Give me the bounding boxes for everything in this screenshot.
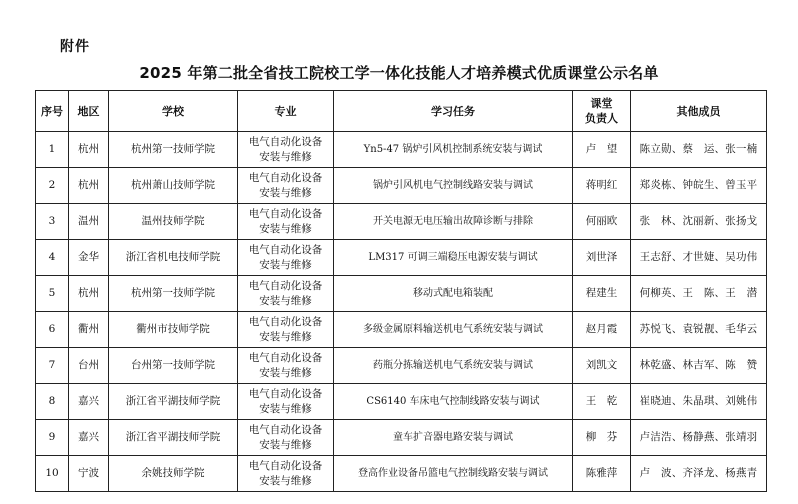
- cell-lead: 程建生: [573, 276, 631, 312]
- cell-lead: 柳 芬: [573, 420, 631, 456]
- cell-major: [238, 420, 334, 456]
- cell-major-line2: 安装与维修: [259, 402, 312, 415]
- cell-task: 登高作业设备吊篮电气控制线路安装与调试: [334, 456, 573, 492]
- cell-major-line2: 安装与维修: [259, 330, 312, 343]
- cell-task: Yn5-47 锅炉引风机控制系统安装与调试: [334, 132, 573, 168]
- cell-index: 8: [36, 384, 69, 420]
- cell-task: 移动式配电箱装配: [334, 276, 573, 312]
- cell-major-line1: 电气自动化设备: [248, 279, 323, 292]
- cell-members: 何柳英、王 陈、王 潜: [631, 276, 767, 312]
- cell-major: [238, 168, 334, 204]
- header-members: 其他成员: [631, 91, 767, 132]
- cell-task: 药瓶分拣输送机电气系统安装与调试: [334, 348, 573, 384]
- table-row: [36, 132, 767, 168]
- cell-region: 台州: [69, 348, 109, 384]
- cell-lead: 蒋明红: [573, 168, 631, 204]
- cell-lead: 赵月霞: [573, 312, 631, 348]
- cell-major-line1: 电气自动化设备: [248, 207, 323, 220]
- cell-region: 衢州: [69, 312, 109, 348]
- cell-major-line1: 电气自动化设备: [248, 459, 323, 472]
- cell-major-line1: 电气自动化设备: [248, 243, 323, 256]
- cell-region: 宁波: [69, 456, 109, 492]
- cell-members: 林乾盛、林吉军、陈 赞: [631, 348, 767, 384]
- header-task: 学习任务: [334, 91, 573, 132]
- cell-school: 台州第一技师学院: [109, 348, 238, 384]
- cell-index: 5: [36, 276, 69, 312]
- cell-index: 4: [36, 240, 69, 276]
- cell-lead: 何丽欧: [573, 204, 631, 240]
- cell-members: 张 林、沈丽新、张扬戈: [631, 204, 767, 240]
- cell-major: [238, 348, 334, 384]
- cell-region: 杭州: [69, 168, 109, 204]
- cell-major-line1: 电气自动化设备: [248, 315, 323, 328]
- cell-region: 金华: [69, 240, 109, 276]
- cell-school: 浙江省平湖技师学院: [109, 420, 238, 456]
- cell-index: 3: [36, 204, 69, 240]
- cell-lead: 刘世泽: [573, 240, 631, 276]
- table-row: [36, 420, 767, 456]
- table-row: [36, 276, 767, 312]
- cell-index: 10: [36, 456, 69, 492]
- cell-major: [238, 240, 334, 276]
- cell-lead: 陈雅萍: [573, 456, 631, 492]
- table-row: [36, 240, 767, 276]
- roster-table: [35, 90, 767, 492]
- cell-members: 陈立勋、蔡 运、张一楠: [631, 132, 767, 168]
- cell-region: 杭州: [69, 132, 109, 168]
- cell-school: 衢州市技师学院: [109, 312, 238, 348]
- cell-index: 6: [36, 312, 69, 348]
- cell-major-line1: 电气自动化设备: [248, 387, 323, 400]
- cell-members: 郑炎栋、钟皖生、曾玉平: [631, 168, 767, 204]
- cell-region: 嘉兴: [69, 384, 109, 420]
- attachment-label: 附件: [60, 39, 90, 55]
- cell-index: 7: [36, 348, 69, 384]
- cell-major-line2: 安装与维修: [259, 366, 312, 379]
- cell-task: 锅炉引风机电气控制线路安装与调试: [334, 168, 573, 204]
- cell-major-line1: 电气自动化设备: [248, 423, 323, 436]
- cell-members: 卢 波、齐泽龙、杨燕青: [631, 456, 767, 492]
- cell-lead: 卢 望: [573, 132, 631, 168]
- cell-major: [238, 276, 334, 312]
- header-index: 序号: [36, 91, 69, 132]
- cell-major: [238, 312, 334, 348]
- cell-major: [238, 456, 334, 492]
- header-lead: [573, 91, 631, 132]
- header-school: 学校: [109, 91, 238, 132]
- cell-school: 浙江省平湖技师学院: [109, 384, 238, 420]
- cell-major-line2: 安装与维修: [259, 186, 312, 199]
- header-lead-line2: 负责人: [585, 112, 618, 125]
- cell-school: 余姚技师学院: [109, 456, 238, 492]
- cell-region: 嘉兴: [69, 420, 109, 456]
- cell-task: 童车扩音器电路安装与调试: [334, 420, 573, 456]
- cell-members: 王志舒、才世婕、吴功伟: [631, 240, 767, 276]
- table-row: [36, 348, 767, 384]
- cell-major-line2: 安装与维修: [259, 258, 312, 271]
- cell-major: [238, 384, 334, 420]
- cell-task: CS6140 车床电气控制线路安装与调试: [334, 384, 573, 420]
- cell-region: 温州: [69, 204, 109, 240]
- cell-major: [238, 132, 334, 168]
- table-row: [36, 384, 767, 420]
- cell-major-line1: 电气自动化设备: [248, 135, 323, 148]
- cell-region: 杭州: [69, 276, 109, 312]
- document-title: 2025 年第二批全省技工院校工学一体化技能人才培养模式优质课堂公示名单: [139, 64, 659, 82]
- cell-school: 浙江省机电技师学院: [109, 240, 238, 276]
- cell-task: 开关电源无电压输出故障诊断与排除: [334, 204, 573, 240]
- cell-major-line2: 安装与维修: [259, 474, 312, 487]
- header-region: 地区: [69, 91, 109, 132]
- cell-major-line2: 安装与维修: [259, 294, 312, 307]
- table-row: [36, 312, 767, 348]
- cell-major-line1: 电气自动化设备: [248, 351, 323, 364]
- header-major: 专业: [238, 91, 334, 132]
- cell-school: 温州技师学院: [109, 204, 238, 240]
- header-lead-line1: 课堂: [590, 97, 613, 110]
- table-row: [36, 168, 767, 204]
- cell-lead: 王 乾: [573, 384, 631, 420]
- cell-lead: 刘凯文: [573, 348, 631, 384]
- table-row: [36, 204, 767, 240]
- cell-school: 杭州第一技师学院: [109, 276, 238, 312]
- cell-members: 苏悦飞、袁锐靓、毛华云: [631, 312, 767, 348]
- cell-major-line1: 电气自动化设备: [248, 171, 323, 184]
- cell-members: 崔晓迪、朱晶琪、刘姚伟: [631, 384, 767, 420]
- cell-index: 2: [36, 168, 69, 204]
- cell-members: 卢洁浩、杨静燕、张靖羽: [631, 420, 767, 456]
- cell-major-line2: 安装与维修: [259, 150, 312, 163]
- cell-major-line2: 安装与维修: [259, 438, 312, 451]
- cell-index: 1: [36, 132, 69, 168]
- cell-index: 9: [36, 420, 69, 456]
- table-row: [36, 456, 767, 492]
- cell-school: 杭州第一技师学院: [109, 132, 238, 168]
- table-header-row: [36, 91, 767, 132]
- cell-task: LM317 可调三端稳压电源安装与调试: [334, 240, 573, 276]
- cell-school: 杭州萧山技师学院: [109, 168, 238, 204]
- cell-major: [238, 204, 334, 240]
- cell-task: 多级金属原料输送机电气系统安装与调试: [334, 312, 573, 348]
- cell-major-line2: 安装与维修: [259, 222, 312, 235]
